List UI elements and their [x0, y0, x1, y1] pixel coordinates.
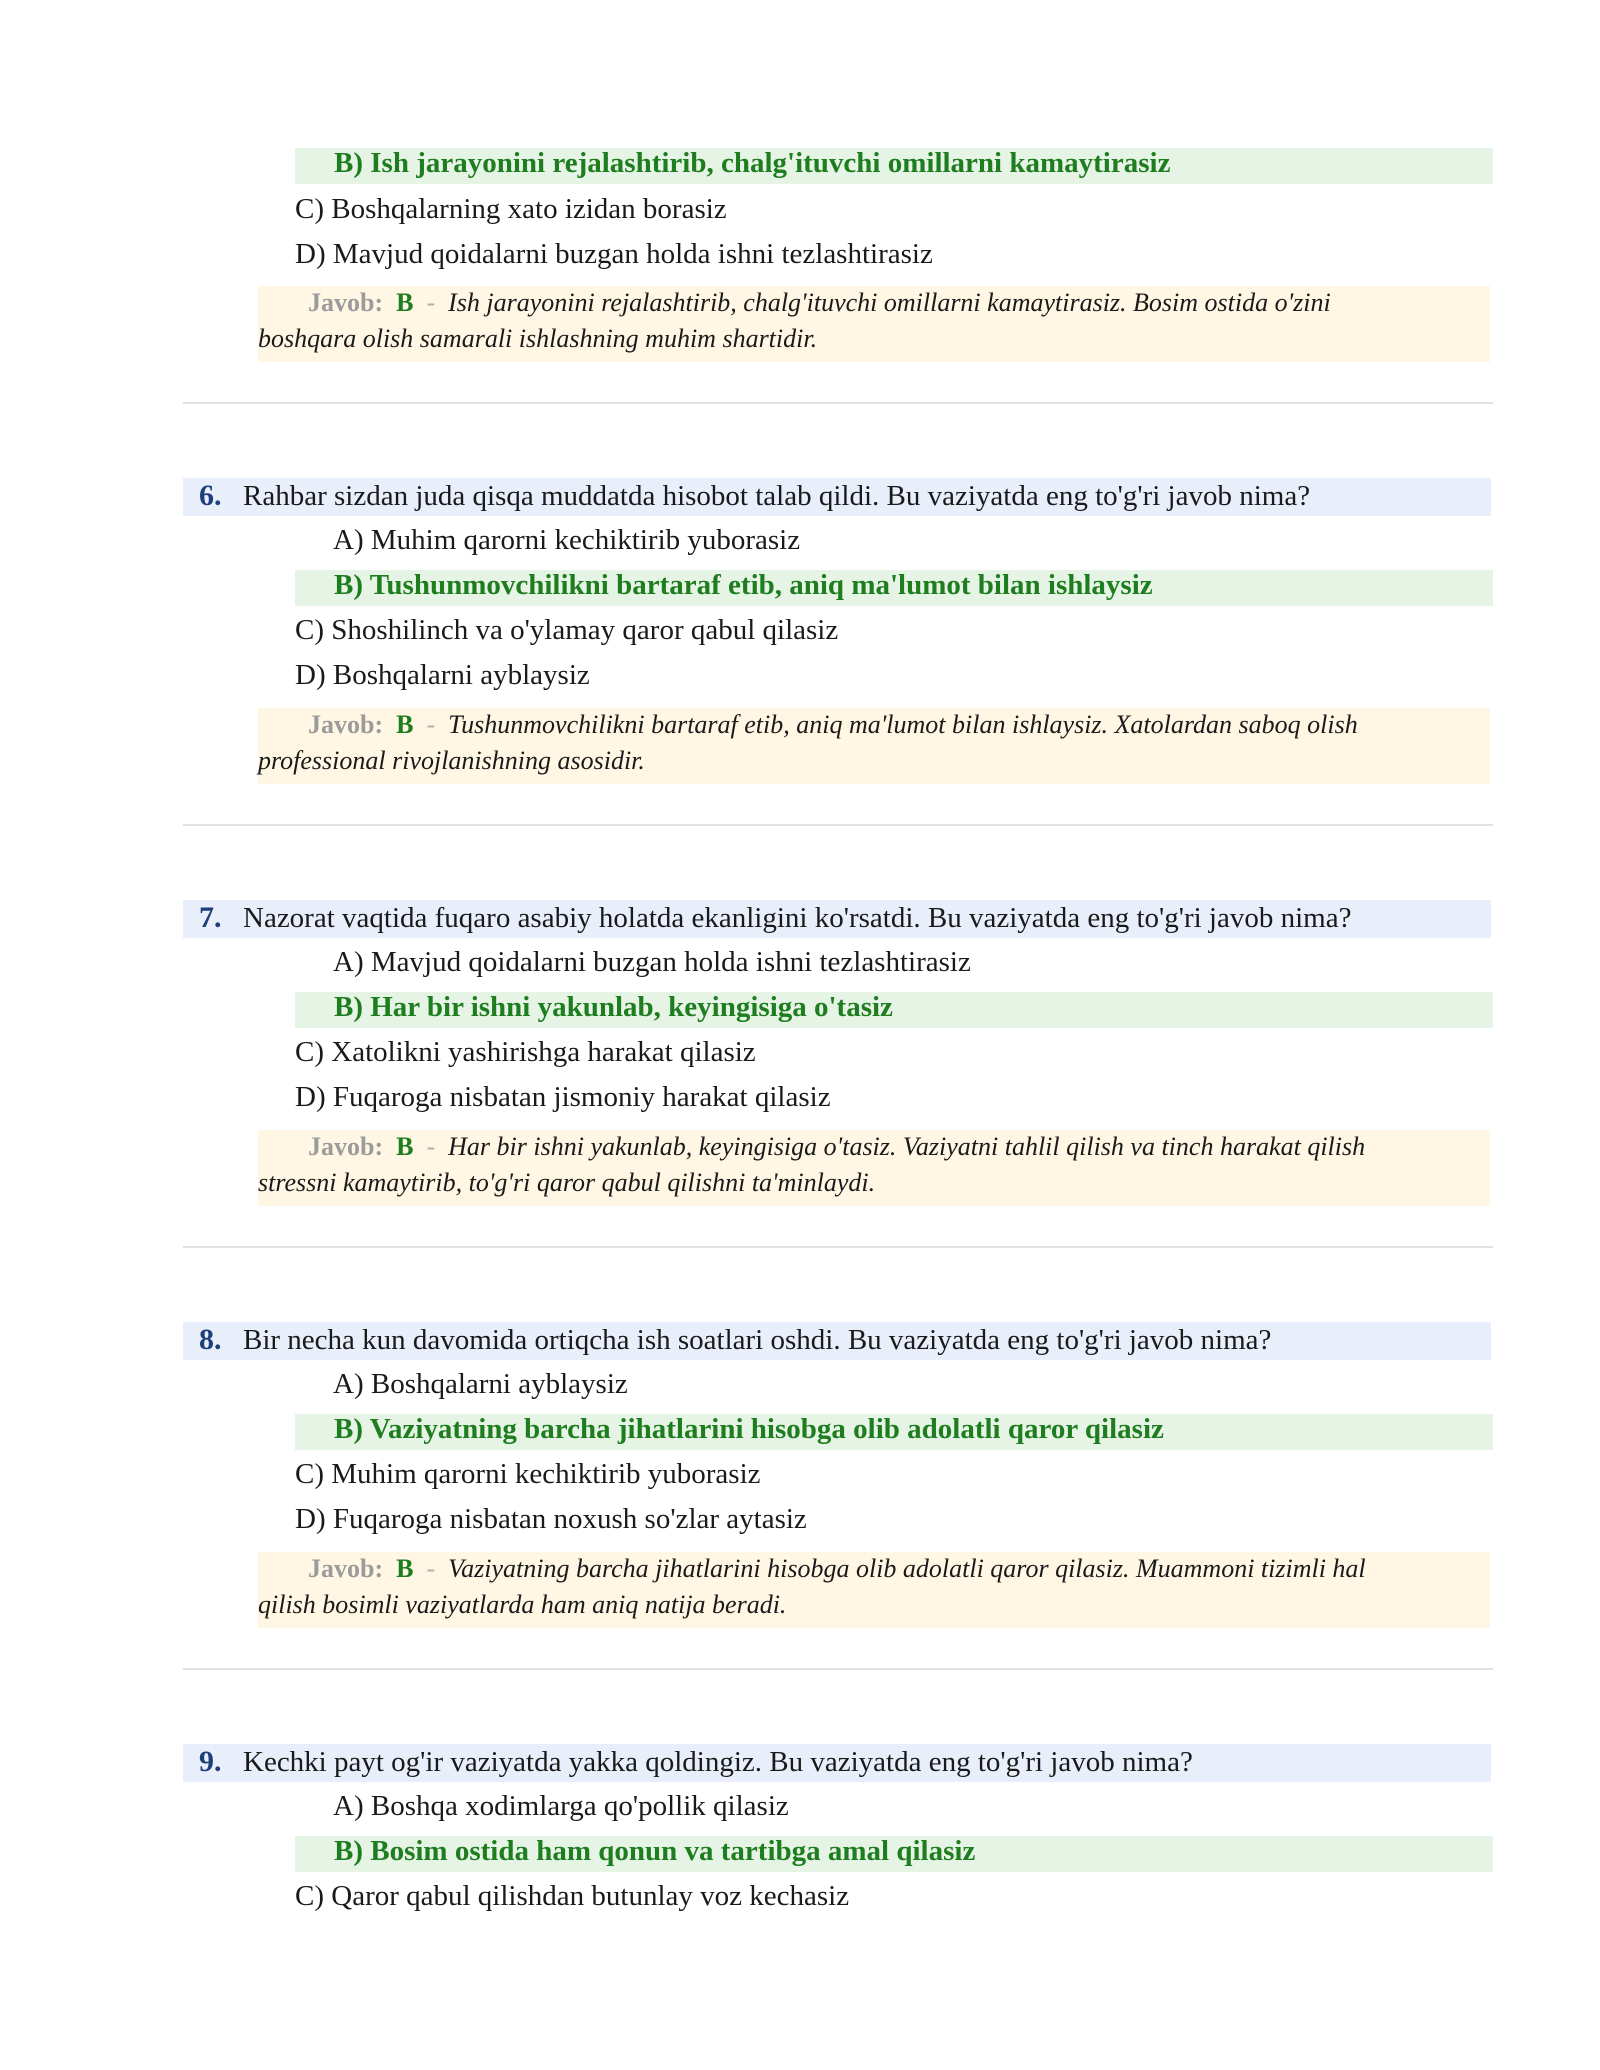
answer-explanation-2: stressni kamaytirib, to'g'ri qaror qabul qilishni ta'minlaydi.: [258, 1168, 876, 1197]
answer-letter: B: [396, 1554, 414, 1583]
correct-option-highlight: [295, 1414, 1493, 1450]
divider: [183, 824, 1493, 826]
answer-box: [258, 1552, 1490, 1628]
answer-explanation-1: Tushunmovchilikni bartaraf etib, aniq ma'lumot bilan ishlaysiz. Xatolardan saboq olish: [448, 710, 1358, 739]
question-header: [183, 478, 1491, 516]
answer-explanation-1: Vaziyatning barcha jihatlarini hisobga olib adolatli qaror qilasiz. Muammoni tizimli hal: [448, 1554, 1366, 1583]
answer-label: Javob:: [308, 710, 384, 739]
option-d: D) Mavjud qoidalarni buzgan holda ishni tezlashtirasiz: [295, 238, 933, 270]
question-header: [183, 900, 1491, 938]
question-number: 8.: [199, 1323, 222, 1356]
answer-line-1: [308, 288, 1331, 318]
question-header: [183, 1322, 1491, 1360]
answer-dash: -: [426, 710, 436, 739]
answer-box: [258, 708, 1490, 784]
answer-explanation-2: professional rivojlanishning asosidir.: [258, 746, 645, 775]
question-number: 9.: [199, 1745, 222, 1778]
option-a: A) Boshqa xodimlarga qo'pollik qilasiz: [333, 1790, 789, 1822]
question-number: 7.: [199, 901, 222, 934]
answer-line-1: [308, 1554, 1366, 1584]
divider: [183, 1246, 1493, 1248]
correct-option-highlight: [295, 148, 1493, 184]
question-number: 6.: [199, 479, 222, 512]
question-text: Nazorat vaqtida fuqaro asabiy holatda ekanligini ko'rsatdi. Bu vaziyatda eng to'g'ri javob nima?: [243, 902, 1352, 934]
correct-option: B) Har bir ishni yakunlab, keyingisiga o'tasiz: [334, 991, 893, 1023]
option-c: C) Shoshilinch va o'ylamay qaror qabul qilasiz: [295, 614, 839, 646]
answer-explanation-1: Ish jarayonini rejalashtirib, chalg'ituvchi omillarni kamaytirasiz. Bosim ostida o'zini: [448, 288, 1331, 317]
correct-option-highlight: [295, 1836, 1493, 1872]
option-a: A) Muhim qarorni kechiktirib yuborasiz: [333, 524, 801, 556]
answer-line-1: [308, 710, 1358, 740]
answer-dash: -: [426, 1132, 436, 1161]
option-d: D) Fuqaroga nisbatan noxush so'zlar aytasiz: [295, 1503, 807, 1535]
correct-option-highlight: [295, 992, 1493, 1028]
answer-letter: B: [396, 710, 414, 739]
correct-option-highlight: [295, 570, 1493, 606]
option-c: C) Muhim qarorni kechiktirib yuborasiz: [295, 1458, 761, 1490]
answer-dash: -: [426, 288, 436, 317]
correct-option: B) Ish jarayonini rejalashtirib, chalg'ituvchi omillarni kamaytirasiz: [334, 147, 1171, 179]
answer-letter: B: [396, 1132, 414, 1161]
answer-label: Javob:: [308, 1132, 384, 1161]
answer-label: Javob:: [308, 288, 384, 317]
divider: [183, 1668, 1493, 1670]
answer-explanation-1: Har bir ishni yakunlab, keyingisiga o'tasiz. Vaziyatni tahlil qilish va tinch harakat qilish: [448, 1132, 1366, 1161]
option-a: A) Boshqalarni ayblaysiz: [333, 1368, 628, 1400]
option-a: A) Mavjud qoidalarni buzgan holda ishni tezlashtirasiz: [333, 946, 971, 978]
answer-explanation-2: boshqara olish samarali ishlashning muhim shartidir.: [258, 324, 818, 353]
question-text: Kechki payt og'ir vaziyatda yakka qoldingiz. Bu vaziyatda eng to'g'ri javob nima?: [243, 1746, 1193, 1778]
answer-box: [258, 286, 1490, 362]
answer-dash: -: [426, 1554, 436, 1583]
option-d: D) Boshqalarni ayblaysiz: [295, 659, 590, 691]
correct-option: B) Bosim ostida ham qonun va tartibga amal qilasiz: [334, 1835, 976, 1867]
option-c: C) Boshqalarning xato izidan borasiz: [295, 193, 727, 225]
question-text: Bir necha kun davomida ortiqcha ish soatlari oshdi. Bu vaziyatda eng to'g'ri javob nima?: [243, 1324, 1272, 1356]
answer-letter: B: [396, 288, 414, 317]
answer-explanation-2: qilish bosimli vaziyatlarda ham aniq natija beradi.: [258, 1590, 787, 1619]
answer-line-1: [308, 1132, 1365, 1162]
question-text: Rahbar sizdan juda qisqa muddatda hisobot talab qildi. Bu vaziyatda eng to'g'ri javob nima?: [243, 480, 1311, 512]
correct-option: B) Tushunmovchilikni bartaraf etib, aniq ma'lumot bilan ishlaysiz: [334, 569, 1153, 601]
divider: [183, 402, 1493, 404]
correct-option: B) Vaziyatning barcha jihatlarini hisobga olib adolatli qaror qilasiz: [334, 1413, 1164, 1445]
question-header: [183, 1744, 1491, 1782]
option-c: C) Xatolikni yashirishga harakat qilasiz: [295, 1036, 756, 1068]
option-d: D) Fuqaroga nisbatan jismoniy harakat qilasiz: [295, 1081, 831, 1113]
option-c: C) Qaror qabul qilishdan butunlay voz kechasiz: [295, 1880, 850, 1912]
answer-box: [258, 1130, 1490, 1206]
answer-label: Javob:: [308, 1554, 384, 1583]
